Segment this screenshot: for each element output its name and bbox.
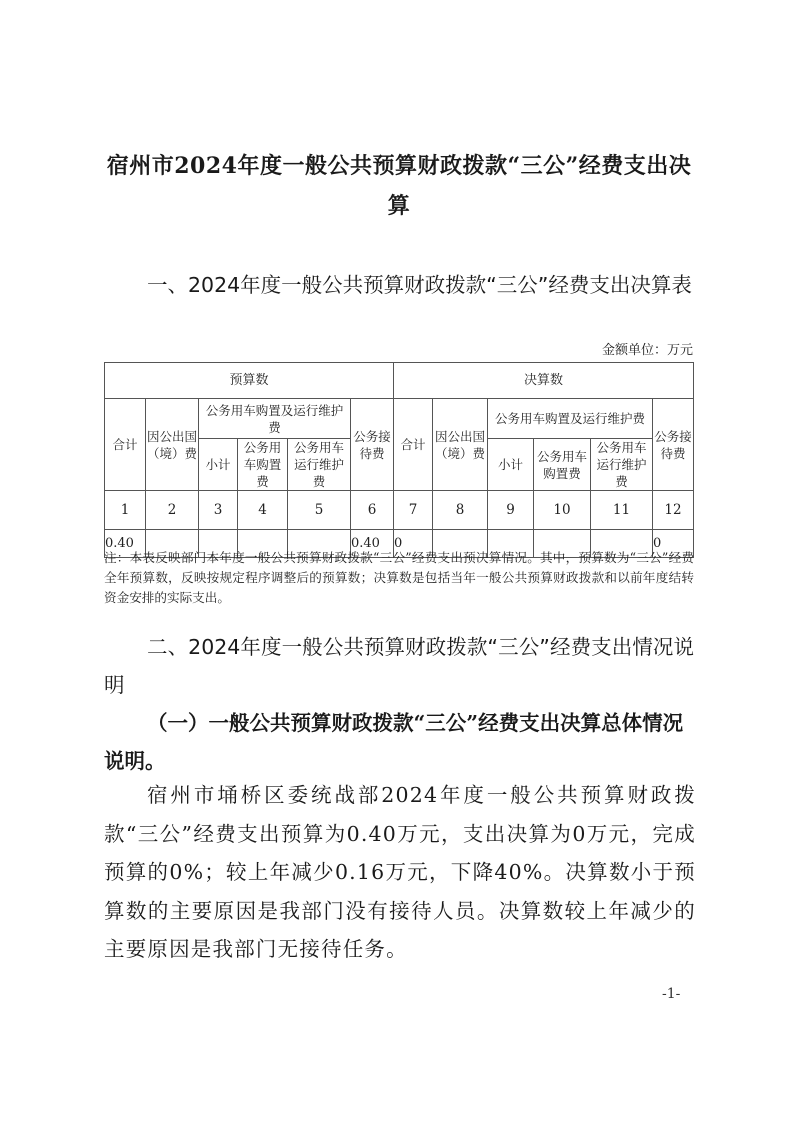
column-number: 10	[534, 491, 591, 530]
section-2-heading: 二、2024年度一般公共预算财政拨款“三公”经费支出情况说明	[104, 635, 694, 697]
header-budget-abroad: 因公出国（境）费	[146, 399, 199, 491]
section-1-heading: 一、2024年度一般公共预算财政拨款“三公”经费支出决算表	[147, 273, 692, 297]
header-final-vehicle-purchase: 公务用车购置费	[534, 439, 591, 491]
column-number: 11	[591, 491, 653, 530]
column-number: 12	[653, 491, 694, 530]
cell-final-reception: 0	[653, 530, 694, 558]
column-number: 2	[146, 491, 199, 530]
document-title: 宿州市2024年度一般公共预算财政拨款“三公”经费支出决算	[106, 153, 692, 219]
cell-budget-total: 0.40	[105, 530, 146, 558]
header-final-total: 合计	[394, 399, 433, 491]
three-public-expenses-table	[104, 362, 694, 558]
final-accounts-group-header: 决算数	[394, 363, 694, 399]
column-number: 4	[238, 491, 288, 530]
cell-budget-reception: 0.40	[351, 530, 394, 558]
header-budget-subtotal: 小计	[199, 439, 238, 491]
header-budget-vehicle-group: 公务用车购置及运行维护费	[199, 399, 351, 439]
header-budget-total: 合计	[105, 399, 146, 491]
header-final-subtotal: 小计	[488, 439, 534, 491]
table-column-number-row	[105, 491, 694, 530]
table-group-header-row	[105, 363, 694, 399]
table-note: 注：本表反映部门本年度一般公共预算财政拨款“三公”经费支出预决算情况。其中，预算数为“三公”经费全年预算数，反映按规定程序调整后的预算数；决算数是包括当年一般公共预算财政拨款和以前年度结转资金安排的实际支出。	[104, 550, 694, 605]
header-budget-vehicle-operation: 公务用车运行维护费	[288, 439, 351, 491]
body-paragraph: 宿州市埇桥区委统战部2024年度一般公共预算财政拨款“三公”经费支出预算为0.40万元，支出决算为0万元，完成预算的0%；较上年减少0.16万元，下降40%。决算数小于预算数的主要原因是我部门没有接待人员。决算数较上年减少的主要原因是我部门无接待任务。	[104, 783, 696, 961]
column-number: 5	[288, 491, 351, 530]
header-final-vehicle-operation: 公务用车运行维护费	[591, 439, 653, 491]
subsection-1-heading: （一）一般公共预算财政拨款“三公”经费支出决算总体情况说明。	[104, 711, 684, 773]
column-number: 3	[199, 491, 238, 530]
cell-final-total: 0	[394, 530, 433, 558]
page-number: -1-	[662, 986, 681, 1002]
header-final-abroad: 因公出国（境）费	[433, 399, 488, 491]
column-number: 7	[394, 491, 433, 530]
column-number: 1	[105, 491, 146, 530]
header-budget-vehicle-purchase: 公务用车购置费	[238, 439, 288, 491]
header-final-vehicle-group: 公务用车购置及运行维护费	[488, 399, 653, 439]
table-column-header-row	[105, 399, 694, 439]
unit-label: 金额单位：万元	[601, 343, 693, 358]
column-number: 6	[351, 491, 394, 530]
column-number: 9	[488, 491, 534, 530]
header-final-reception: 公务接待费	[653, 399, 694, 491]
header-budget-reception: 公务接待费	[351, 399, 394, 491]
budget-group-header: 预算数	[105, 363, 394, 399]
column-number: 8	[433, 491, 488, 530]
